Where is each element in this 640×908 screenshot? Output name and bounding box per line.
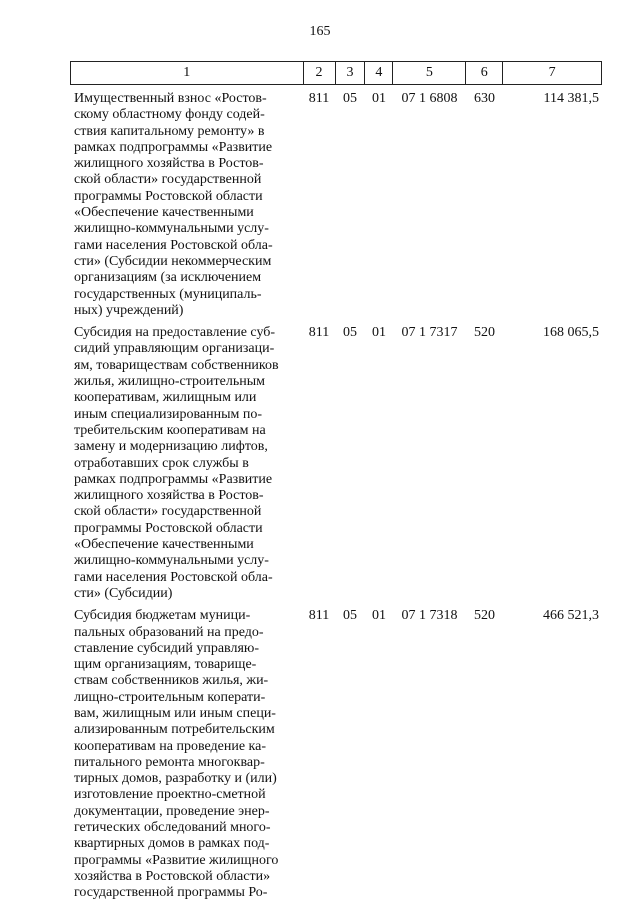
row-description <box>70 91 303 319</box>
table-row <box>70 608 602 901</box>
row-expense-type-code: 520 <box>474 608 495 624</box>
description-line: «Обеспечение качественными <box>74 537 254 553</box>
description-line: гами населения Ростовской обла- <box>74 237 273 253</box>
description-line: организациям (за исключением <box>74 270 262 286</box>
description-line: пальных образований на предо- <box>74 624 264 640</box>
description-line: документации, проведение энер- <box>74 803 270 819</box>
description-line: Имущественный взнос «Ростов- <box>74 91 267 106</box>
description-line: гетических обследований много- <box>74 820 271 836</box>
description-line: государственной программы Ро- <box>74 885 268 901</box>
row-grbs-code: 811 <box>308 608 330 624</box>
description-line: хозяйства в Ростовской области» <box>74 868 271 884</box>
column-header-4: 4 <box>365 62 393 84</box>
description-line: лищно-строительным коперати- <box>74 689 266 705</box>
description-line: ствия капитальному ремонту» в <box>74 123 265 139</box>
description-line: тирных домов, разработку и (или) <box>74 771 277 787</box>
description-line: «Обеспечение качественными <box>74 205 254 221</box>
description-line: кооперативам на проведение ка- <box>74 738 267 754</box>
column-header-6: 6 <box>466 62 503 84</box>
description-line: ской области» государственной <box>74 172 262 188</box>
table-body <box>70 91 602 902</box>
row-description <box>70 325 303 602</box>
table-row <box>70 91 602 319</box>
description-line: скому областному фонду содей- <box>74 107 265 123</box>
description-line: жилищно-коммунальными услу- <box>74 221 269 237</box>
row-expense-type-code: 630 <box>474 91 495 106</box>
row-grbs-code: 811 <box>308 325 330 341</box>
row-subsection-code: 01 <box>372 608 386 624</box>
row-amount: 168 065,5 <box>543 325 599 341</box>
description-line: рамках подпрограммы «Развитие <box>74 139 273 155</box>
description-line: сидий управляющим организаци- <box>74 341 275 357</box>
description-line: замену и модернизацию лифтов, <box>74 439 268 455</box>
row-description <box>70 608 303 901</box>
description-line: щим организациям, товарище- <box>74 657 257 673</box>
row-target-article-code: 07 1 7318 <box>401 608 458 624</box>
column-header-2: 2 <box>304 62 336 84</box>
description-line: рамках подпрограммы «Развитие <box>74 471 273 487</box>
row-expense-type-code: 520 <box>474 325 495 341</box>
description-line: гами населения Ростовской обла- <box>74 569 273 585</box>
row-section-code: 05 <box>343 91 357 106</box>
table-row <box>70 325 602 602</box>
row-target-article-code: 07 1 6808 <box>401 91 458 106</box>
description-line: Субсидия на предоставление суб- <box>74 325 276 341</box>
row-grbs-code: 811 <box>308 91 330 106</box>
description-line: ской области» государственной <box>74 504 262 520</box>
description-line: квартирных домов в рамках под- <box>74 836 270 852</box>
column-header-1: 1 <box>71 62 304 84</box>
column-header-3: 3 <box>336 62 366 84</box>
budget-table <box>70 61 602 908</box>
description-line: жилищно-коммунальными услу- <box>74 553 269 569</box>
row-subsection-code: 01 <box>372 91 386 106</box>
description-line: государственных (муниципаль- <box>74 286 262 302</box>
page-number: 165 <box>309 24 331 39</box>
description-line: вам, жилищным или иным специ- <box>74 705 276 721</box>
row-amount: 466 521,3 <box>543 608 599 624</box>
description-line: изготовление проектно-сметной <box>74 787 266 803</box>
description-line: программы Ростовской области <box>74 188 263 204</box>
description-line: программы Ростовской области <box>74 520 263 536</box>
description-line: иным специализированным по- <box>74 406 263 422</box>
description-line: жилищного хозяйства в Ростов- <box>74 488 264 504</box>
description-line: ных) учреждений) <box>74 302 184 318</box>
description-line: ствам собственников жилья, жи- <box>74 673 269 689</box>
row-target-article-code: 07 1 7317 <box>401 325 458 341</box>
description-line: ям, товариществам собственников <box>74 357 279 373</box>
description-line: сти» (Субсидии) <box>74 585 173 601</box>
column-header-5: 5 <box>393 62 466 84</box>
description-line: Субсидия бюджетам муници- <box>74 608 251 624</box>
description-line: жилья, жилищно-строительным <box>74 374 266 390</box>
column-header-7: 7 <box>503 62 602 84</box>
description-line: жилищного хозяйства в Ростов- <box>74 156 264 172</box>
description-line: ставление субсидий управляю- <box>74 640 260 656</box>
description-line: кооперативам, жилищным или <box>74 390 257 406</box>
table-header-row <box>70 61 602 85</box>
description-line: питального ремонта многоквар- <box>74 754 265 770</box>
row-subsection-code: 01 <box>372 325 386 341</box>
row-section-code: 05 <box>343 608 357 624</box>
row-section-code: 05 <box>343 325 357 341</box>
description-line: сти» (Субсидии некоммерческим <box>74 253 272 269</box>
description-line: программы «Развитие жилищного <box>74 852 279 868</box>
description-line: требительским кооперативам на <box>74 422 266 438</box>
row-amount: 114 381,5 <box>543 91 599 106</box>
description-line: ализированным потребительским <box>74 722 275 738</box>
description-line: отработавших срок службы в <box>74 455 249 471</box>
